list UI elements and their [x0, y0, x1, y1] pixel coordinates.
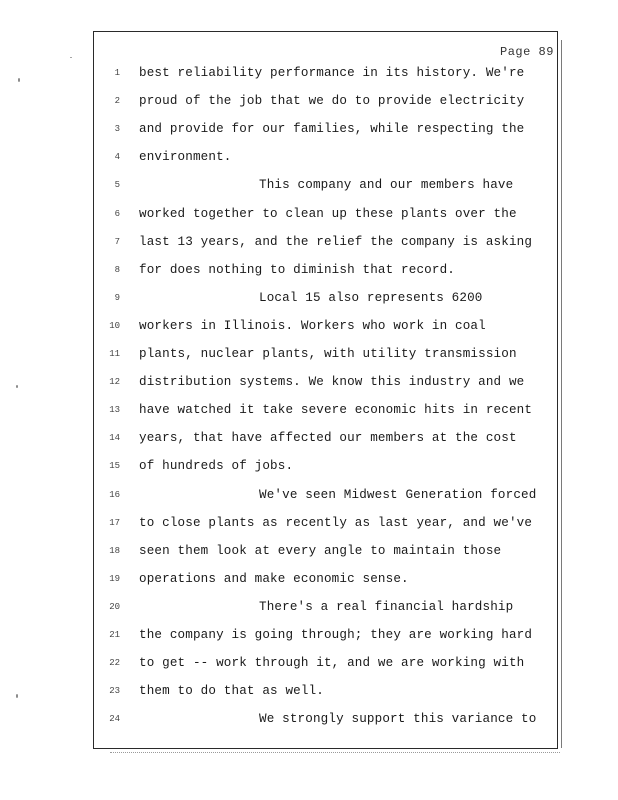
line-number: 22 [109, 658, 120, 669]
line-text: There's a real financial hardship [259, 599, 514, 614]
line-text: We strongly support this variance to [259, 712, 537, 727]
transcript-line [0, 403, 618, 423]
line-number: 17 [109, 517, 120, 528]
line-text: distribution systems. We know this industry and we [139, 375, 525, 390]
transcript-line [0, 66, 618, 86]
line-number: 4 [114, 152, 120, 163]
line-text: best reliability performance in its history. We're [139, 66, 525, 80]
line-number: 8 [114, 264, 120, 275]
line-text: years, that have affected our members at the cost [139, 431, 517, 446]
line-text: workers in Illinois. Workers who work in coal [139, 318, 486, 333]
line-number: 10 [109, 320, 120, 331]
line-number: 5 [114, 180, 120, 191]
line-text: last 13 years, and the relief the company is asking [139, 234, 533, 249]
line-text: proud of the job that we do to provide electricity [139, 94, 525, 109]
transcript-line [0, 572, 618, 592]
transcript-line [0, 600, 618, 620]
line-text: for does nothing to diminish that record. [139, 262, 456, 277]
line-text: This company and our members have [259, 178, 514, 193]
transcript-line [0, 684, 618, 704]
line-text: them to do that as well. [139, 684, 324, 699]
line-number: 13 [109, 405, 120, 416]
line-text: Local 15 also represents 6200 [259, 290, 483, 305]
transcript-line [0, 656, 618, 676]
line-number: 12 [109, 377, 120, 388]
line-text: to get -- work through it, and we are working with [139, 656, 525, 671]
line-text: to close plants as recently as last year, and we've [139, 515, 533, 530]
line-number: 14 [109, 433, 120, 444]
transcript-line [0, 431, 618, 451]
page-number: Page 89 [500, 45, 554, 59]
line-text: operations and make economic sense. [139, 571, 409, 586]
transcript-line [0, 94, 618, 114]
transcript-line [0, 235, 618, 255]
transcript-line [0, 544, 618, 564]
transcript-line [0, 375, 618, 395]
transcript-line [0, 459, 618, 479]
line-number: 2 [114, 96, 120, 107]
scan-speck [16, 694, 18, 698]
line-text: have watched it take severe economic hits in recent [139, 403, 533, 418]
transcript-line [0, 516, 618, 536]
line-number: 21 [109, 630, 120, 640]
line-number: 18 [109, 545, 120, 556]
line-text: plants, nuclear plants, with utility transmission [139, 347, 517, 361]
line-text: of hundreds of jobs. [139, 459, 294, 474]
line-number: 7 [114, 236, 120, 247]
line-number: 16 [109, 489, 120, 500]
scan-speck [18, 78, 20, 82]
line-number: 23 [109, 686, 120, 697]
scan-speck [70, 57, 72, 58]
line-number: 9 [114, 292, 120, 303]
line-number: 19 [109, 573, 120, 584]
transcript-line [0, 628, 618, 648]
line-number: 20 [109, 601, 120, 612]
transcript-line [0, 207, 618, 227]
transcript-line [0, 712, 618, 732]
transcript-line [0, 122, 618, 142]
transcript-line [0, 150, 618, 170]
line-number: 11 [109, 349, 120, 359]
line-number: 24 [109, 714, 120, 725]
transcript-line [0, 319, 618, 339]
line-number: 1 [114, 68, 120, 78]
line-text: worked together to clean up these plants over the [139, 206, 517, 221]
line-text: and provide for our families, while respecting the [139, 122, 525, 137]
transcript-line [0, 291, 618, 311]
line-text: seen them look at every angle to maintain those [139, 543, 502, 558]
page-bottom-edge [110, 752, 560, 754]
scan-speck [16, 385, 18, 388]
line-text: We've seen Midwest Generation forced [259, 487, 537, 502]
line-number: 3 [114, 124, 120, 135]
line-text: environment. [139, 150, 232, 165]
transcript-line [0, 178, 618, 198]
line-number: 6 [114, 208, 120, 219]
transcript-line [0, 347, 618, 367]
line-text: the company is going through; they are working hard [139, 628, 533, 642]
transcript-line [0, 263, 618, 283]
transcript-line [0, 488, 618, 508]
line-number: 15 [109, 461, 120, 472]
